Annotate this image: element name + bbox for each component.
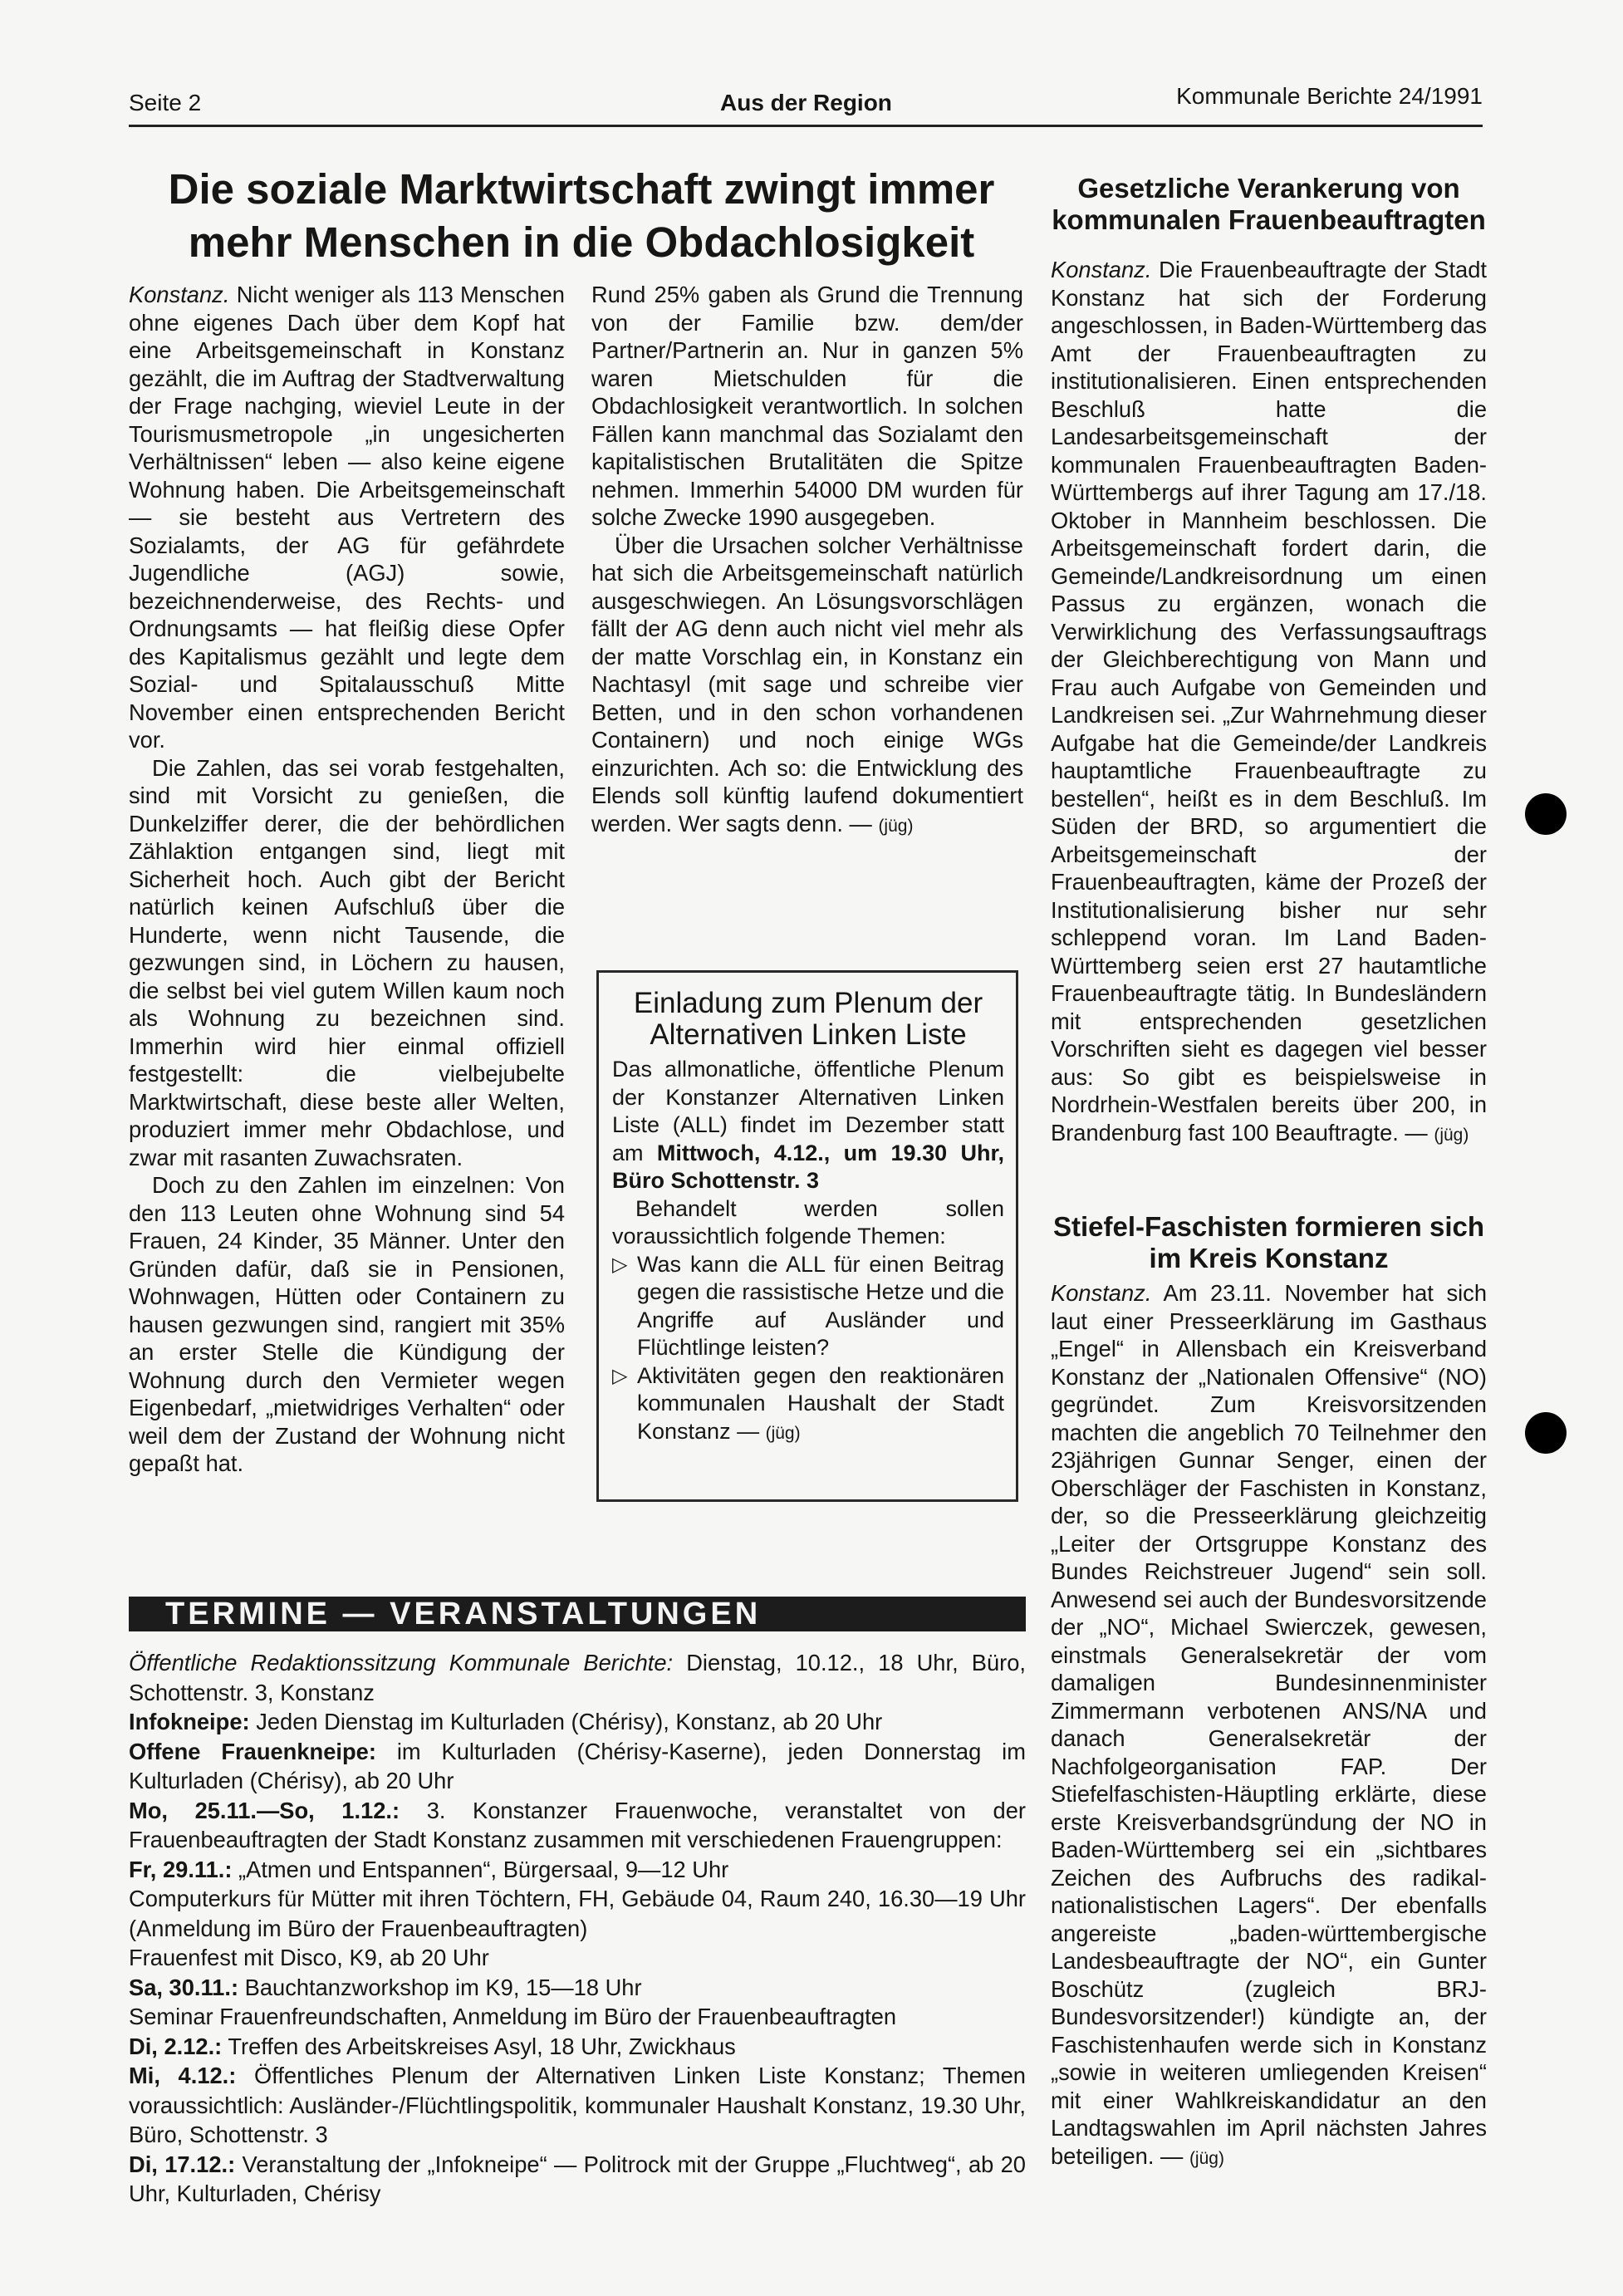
list-item-text: Was kann die ALL für einen Beitrag gegen die rassistische Hetze und die Angriffe auf Ausländer und Flüchtlinge leisten? bbox=[637, 1251, 1004, 1360]
event-entry bbox=[129, 2061, 1026, 2150]
list-item-body: Aktivitäten gegen den reaktionären kommunalen Haushalt der Stadt Konstanz — bbox=[637, 1362, 1004, 1444]
event-entry bbox=[129, 2150, 1026, 2209]
invitation-box bbox=[596, 970, 1018, 1502]
page-header bbox=[129, 83, 1483, 127]
event-entry bbox=[129, 1884, 1026, 1943]
article-paragraph bbox=[1051, 256, 1487, 1149]
author-source: (jüg) bbox=[1434, 1125, 1469, 1145]
paragraph-text: Am 23.11. November hat sich laut einer Presseerklärung im Gasthaus „Engel“ in Allensbach ein Kreisverband Konstanz der „Nationalen Offensive“ (NO) gegründet. Zum Kreisvorsitzenden machten die angeblich 70 Teilnehmer den 23jährigen Gunnar Senger, einen der Oberschläger der Faschisten in Konstanz, der, so die Presseerklärung gleichzeitig „Leiter der Ortsgruppe Konstanz des Bundes Reichstreuer Jugend“ sein soll. Anwesend sei auch der Bundesvorsitzende der „NO“, Michael Swierczek, gewesen, einstmals Generalsekretär der vom damaligen Bundesinnenminister Zimmermann verbotenen ANS/NA und danach Generalsekretär der Nachfolgeorganisation FAP. Der Stiefelfaschisten-Häuptling erklärte, diese erste Kreisverbandsgründung der NO in Baden-Württemberg sei ein „sichtbares Zeichen des Aufbruchs des radikal-nationalistischen Lagers“. Der ebenfalls angereiste „baden-württembergische Landesbeauftragte der NO“, ein Gunter Boschütz (zugleich BRJ-Bundesvorsitzender!) kündigte an, der Faschistenhaufen werde sich in Konstanz „sowie in weiteren umliegenden Kreisen“ mit einer Wahlkreiskandidatur an den Landtagswahlen im April nächsten Jahres beteiligen. — bbox=[1051, 1280, 1487, 2169]
event-text: Computerkurs für Mütter mit ihren Töchtern, FH, Gebäude 04, Raum 240, 16.30—19 Uhr (Anmeldung im Büro der Frauenbeauftragten) bbox=[129, 1886, 1026, 1941]
event-label: Infokneipe: bbox=[129, 1709, 250, 1734]
side-article-title: Gesetzliche Verankerung von kommunalen Frauenbeauftragten bbox=[1052, 173, 1486, 235]
list-item-text bbox=[637, 1362, 1004, 1448]
event-entry bbox=[129, 1943, 1026, 1973]
event-text: „Atmen und Entspannen“, Bürgersaal, 9—12 Uhr bbox=[238, 1856, 729, 1882]
event-text: Seminar Frauenfreundschaften, Anmeldung im Büro der Frauenbeauftragten bbox=[129, 2004, 897, 2029]
event-entry bbox=[129, 2002, 1026, 2032]
event-entry bbox=[129, 1648, 1026, 1707]
event-entry bbox=[129, 2032, 1026, 2062]
event-text: Bauchtanzworkshop im K9, 15—18 Uhr bbox=[244, 1974, 642, 2000]
event-entry bbox=[129, 1855, 1026, 1885]
page-number: Seite 2 bbox=[129, 90, 202, 115]
publication-name: Kommunale Berichte 24/1991 bbox=[1176, 83, 1483, 109]
section-name: Aus der Region bbox=[720, 90, 892, 115]
event-entry bbox=[129, 1707, 1026, 1737]
author-source: (jüg) bbox=[878, 816, 914, 836]
side-article-2 bbox=[1051, 1279, 1487, 2172]
triangle-arrow-icon: ▷ bbox=[612, 1253, 628, 1276]
event-label: Öffentliche Redaktionssitzung Kommunale Berichte: bbox=[129, 1650, 674, 1675]
event-entry bbox=[129, 1737, 1026, 1796]
event-label: Sa, 30.11.: bbox=[129, 1974, 239, 2000]
article-paragraph: Rund 25% gaben als Grund die Trennung von der Familie bzw. dem/der Partner/Partnerin an. Nur in ganzen 5% waren Mietschulden für die Obdachlosigkeit verantwortlich. In solchen Fällen kann manchmal das Sozialamt den kapitalistischen Brutalitäten die Spitze nehmen. Immerhin 54000 DM wurden für solche Zwecke 1990 ausgegeben. bbox=[591, 282, 1023, 530]
paragraph-text: Nicht weniger als 113 Menschen ohne eigenes Dach über dem Kopf hat eine Arbeitsgemeinschaft in Konstanz gezählt, die im Auftrag der Stadtverwaltung der Frage nachging, wieviel Leute in der Tourismusmetropole „in ungesicherten Verhältnissen“ leben — also keine eigene Wohnung haben. Die Arbeitsgemeinschaft — sie besteht aus Vertretern des Sozialamts, der AG für gefährdete Jugendliche (AGJ) sowie, bezeichnenderweise, des Rechts- und Ordnungsamts — hat fleißig diese Opfer des Kapitalismus gezählt und legte dem Sozial- und Spitalausschuß Mitte November einen entsprechenden Bericht vor. bbox=[129, 282, 565, 753]
invitation-title: Einladung zum Plenum der Alternativen Linken Liste bbox=[633, 987, 983, 1051]
event-label: Di, 2.12.: bbox=[129, 2033, 223, 2059]
main-article-column-1 bbox=[129, 281, 565, 1478]
article-paragraph: Die Zahlen, das sei vorab festgehalten, sind mit Vorsicht zu genießen, die Dunkelziffer derer, die der behördlichen Zählaktion entgangen sind, liegt mit Sicherheit hoch. Auch gibt der Bericht natürlich keinen Aufschluß über die Hunderte, wenn nicht Tausende, die gezwungen sind, in Löchern zu hausen, die selbst bei viel gutem Willen kaum noch als Wohnung zu bezeichnen sind. Immerhin wird hier einmal offiziell festgestellt: die vielbejubelte Marktwirtschaft, diese beste aller Welten, produziert immer mehr Obdachlose, und zwar mit rasanten Zuwachsraten. bbox=[129, 754, 565, 1170]
events-list bbox=[129, 1648, 1026, 2209]
punch-hole bbox=[1525, 1412, 1567, 1454]
article-paragraph bbox=[591, 532, 1023, 841]
event-text: Frauenfest mit Disco, K9, ab 20 Uhr bbox=[129, 1945, 489, 1970]
event-label: Di, 17.12.: bbox=[129, 2151, 236, 2177]
event-entry bbox=[129, 1796, 1026, 1855]
event-label: Mi, 4.12.: bbox=[129, 2063, 237, 2088]
paragraph-text: Über die Ursachen solcher Verhältnisse hat sich die Arbeitsgemeinschaft natürlich ausgeschwiegen. An Lösungsvorschlägen fällt der AG denn auch nicht viel mehr als der matte Vorschlag ein, in Konstanz ein Nachtasyl (mit sage und schreibe vier Betten, und in den schon vorhandenen Containern) und noch einige WGs einzurichten. Ach so: die Entwicklung des Elends soll künftig laufend dokumentiert werden. Wer sagts denn. — bbox=[591, 532, 1023, 836]
events-banner: TERMINE — VERANSTALTUNGEN bbox=[129, 1597, 1026, 1631]
invitation-intro: Das allmonatliche, öffentliche Plenum der Konstanzer Alternativen Linken Liste (ALL) findet im Dezember statt am bbox=[612, 1057, 1004, 1165]
event-text: Dienstag, 10.12., 18 Uhr, Büro, Schottenstr. 3, Konstanz bbox=[129, 1650, 1026, 1705]
dateline: Konstanz. bbox=[1051, 1280, 1152, 1306]
main-article-title: Die soziale Marktwirtschaft zwingt immer mehr Menschen in die Obdachlosigkeit bbox=[168, 165, 995, 266]
triangle-arrow-icon: ▷ bbox=[612, 1364, 628, 1387]
paragraph-text: Die Frauenbeauftragte der Stadt Konstanz hat sich der Forderung angeschlossen, in Baden-Württemberg das Amt der Frauenbeauftragten zu institutionalisieren. Einen entsprechenden Beschluß hatte die Landesarbeitsgemeinschaft der kommunalen Frauenbeauftragten Baden-Württembergs auf ihrer Tagung am 17./18. Oktober in Mannheim beschlossen. Die Arbeitsgemeinschaft fordert darin, die Gemeinde/Landkreisordnung um einen Passus zu ergänzen, wonach die Verwirklichung des Verfassungsauftrags der Gleichberechtigung von Mann und Frau auch Aufgabe von Gemeinden und Landkreisen sei. „Zur Wahrnehmung dieser Aufgabe hat die Gemeinde/der Landkreis hauptamtliche Frauenbeauftragte zu bestellen“, heißt es in dem Beschluß. Im Süden der BRD, so argumentiert die Arbeitsgemeinschaft der Frauenbeauftragten, käme der Prozeß der Institutionalisierung bisher nur sehr schleppend voran. Im Land Baden-Württemberg seien erst 27 hautamtliche Frauenbeauftragte tätig. In Bundesländern mit entsprechenden gesetzlichen Vorschriften sieht es dagegen viel besser aus: So gibt es beispielsweise in Nordrhein-Westfalen bereits über 200, in Brandenburg fast 100 Beauftragte. — bbox=[1051, 257, 1487, 1146]
side-article-title: Stiefel-Faschisten formieren sich im Kreis Konstanz bbox=[1053, 1211, 1484, 1273]
event-text: Jeden Dienstag im Kulturladen (Chérisy), Konstanz, ab 20 Uhr bbox=[256, 1709, 883, 1734]
invitation-topics-intro: Behandelt werden sollen voraussichtlich folgende Themen: bbox=[612, 1195, 1004, 1249]
dateline: Konstanz. bbox=[1051, 257, 1152, 282]
main-article-column-2 bbox=[591, 281, 1023, 840]
article-paragraph bbox=[129, 281, 565, 754]
article-paragraph bbox=[1051, 1279, 1487, 2172]
event-entry bbox=[129, 1973, 1026, 2003]
list-item bbox=[612, 1251, 1004, 1362]
event-label: Fr, 29.11.: bbox=[129, 1856, 233, 1882]
event-text: 3. Konstanzer Frauenwoche, veranstaltet von der Frauenbeauftragten der Stadt Konstanz zusammen mit verschiedenen Frauengruppen: bbox=[129, 1797, 1026, 1852]
event-text: Veranstaltung der „Infokneipe“ — Politrock mit der Gruppe „Fluchtweg“, ab 20 Uhr, Kulturladen, Chérisy bbox=[129, 2151, 1026, 2206]
list-item bbox=[612, 1362, 1004, 1448]
event-label: Offene Frauenkneipe: bbox=[129, 1738, 376, 1764]
event-text: im Kulturladen (Chérisy-Kaserne), jeden Donnerstag im Kulturladen (Chérisy), ab 20 Uhr bbox=[129, 1738, 1026, 1793]
dateline: Konstanz. bbox=[129, 282, 230, 307]
invitation-text bbox=[612, 1056, 1004, 1195]
author-source: (jüg) bbox=[765, 1423, 801, 1443]
side-article-1 bbox=[1051, 256, 1487, 1149]
event-label: Mo, 25.11.—So, 1.12.: bbox=[129, 1797, 400, 1823]
event-text: Öffentliches Plenum der Alternativen Linken Liste Konstanz; Themen voraussichtlich: Ausländer-/Flüchtlingspolitik, kommunaler Haushalt Konstanz, 19.30 Uhr, Büro, Schottenstr. 3 bbox=[129, 2063, 1026, 2147]
event-text: Treffen des Arbeitskreises Asyl, 18 Uhr, Zwickhaus bbox=[228, 2033, 736, 2059]
punch-hole bbox=[1525, 793, 1567, 835]
author-source: (jüg) bbox=[1189, 2148, 1224, 2168]
invitation-date: Mittwoch, 4.12., um 19.30 Uhr, Büro Schottenstr. 3 bbox=[612, 1140, 1004, 1193]
article-paragraph: Doch zu den Zahlen im einzelnen: Von den 113 Leuten ohne Wohnung sind 54 Frauen, 24 Kinder, 35 Männer. Unter den Gründen dafür, daß sie in Pensionen, Wohnwagen, Hütten oder Containern zu hausen gezwungen sind, rangiert mit 35% an erster Stelle die Kündigung der Wohnung durch den Vermieter wegen Eigenbedarf, „mietwidriges Verhalten“ oder weil dem der Zustand der Wohnung nicht gepaßt hat. bbox=[129, 1172, 565, 1476]
